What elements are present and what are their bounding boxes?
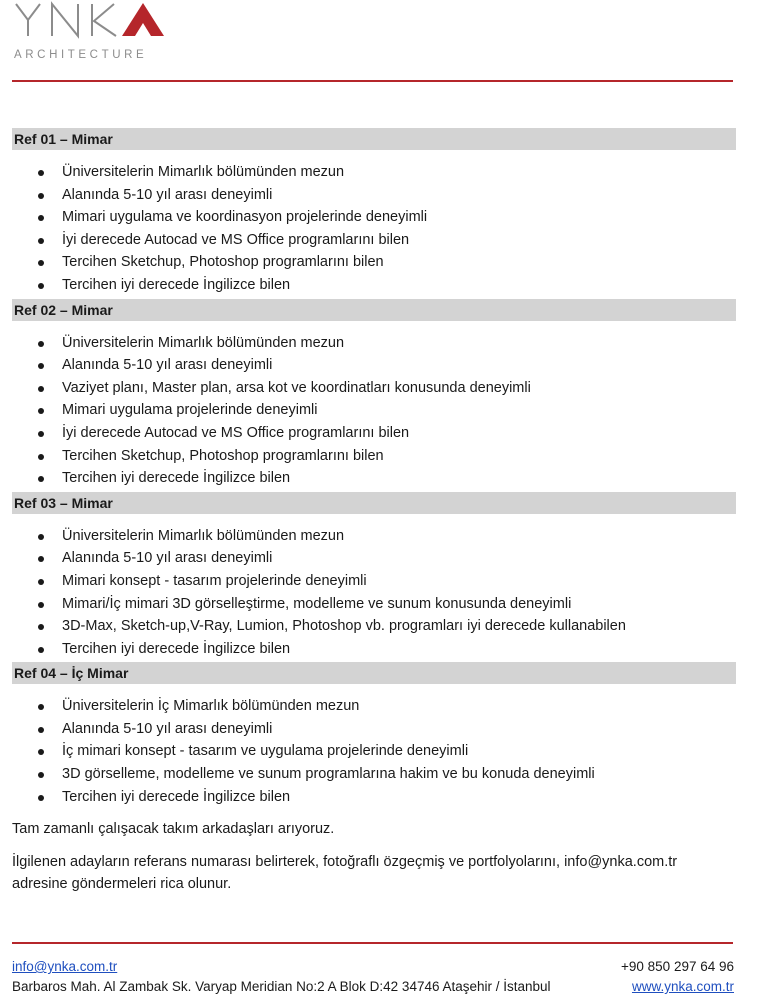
list-item: Üniversitelerin Mimarlık bölümünden mezun (12, 161, 736, 184)
requirements-list (12, 150, 736, 299)
company-logo (14, 0, 170, 62)
section-ref-02 (12, 299, 736, 492)
section-header: Ref 04 – İç Mimar (12, 662, 736, 684)
list-item: Üniversitelerin Mimarlık bölümünden mezun (12, 332, 736, 355)
footer-row-1 (12, 957, 734, 977)
bullet-icon (38, 556, 44, 562)
bullet-icon (38, 260, 44, 266)
list-item: Mimari/İç mimari 3D görselleştirme, modelleme ve sunum konusunda deneyimli (12, 593, 736, 616)
list-item: Tercihen iyi derecede İngilizce bilen (12, 274, 736, 297)
list-item: 3D görselleme, modelleme ve sunum programlarına hakim ve bu konuda deneyimli (12, 763, 736, 786)
job-listing-content (12, 128, 736, 896)
list-item: 3D-Max, Sketch-up,V-Ray, Lumion, Photoshop vb. programları iyi derecede kullanabilen (12, 615, 736, 638)
bullet-icon (38, 238, 44, 244)
header-divider (12, 80, 733, 82)
bullet-icon (38, 727, 44, 733)
logo-subtitle: ARCHITECTURE (14, 49, 148, 61)
logo-letter-n (52, 4, 78, 36)
application-instructions (12, 851, 736, 896)
section-header: Ref 02 – Mimar (12, 299, 736, 321)
section-ref-01 (12, 128, 736, 299)
bullet-icon (38, 749, 44, 755)
requirements-list (12, 321, 736, 492)
list-item: Tercihen iyi derecede İngilizce bilen (12, 786, 736, 809)
list-item: İyi derecede Autocad ve MS Office programlarını bilen (12, 229, 736, 252)
list-item: Alanında 5-10 yıl arası deneyimli (12, 184, 736, 207)
list-item: Vaziyet planı, Master plan, arsa kot ve koordinatları konusunda deneyimli (12, 377, 736, 400)
requirements-list (12, 514, 736, 663)
bullet-icon (38, 341, 44, 347)
bullet-icon (38, 193, 44, 199)
logo-letter-k (92, 4, 116, 36)
bullet-icon (38, 579, 44, 585)
bullet-icon (38, 363, 44, 369)
list-item: İç mimari konsept - tasarım ve uygulama projelerinde deneyimli (12, 740, 736, 763)
bullet-icon (38, 408, 44, 414)
list-item: Tercihen iyi derecede İngilizce bilen (12, 638, 736, 661)
footer-divider (12, 942, 733, 944)
footer-row-2 (12, 977, 734, 997)
bullet-icon (38, 704, 44, 710)
bullet-icon (38, 386, 44, 392)
list-item: İyi derecede Autocad ve MS Office programlarını bilen (12, 422, 736, 445)
bullet-icon (38, 795, 44, 801)
footer-phone: +90 850 297 64 96 (621, 959, 734, 974)
application-instructions-line-2: adresine göndermeleri rica olunur. (12, 876, 232, 893)
list-item: Tercihen Sketchup, Photoshop programlarını bilen (12, 445, 736, 468)
closing-statement: Tam zamanlı çalışacak takım arkadaşları arıyoruz. (12, 821, 335, 838)
list-item: Mimari uygulama ve koordinasyon projelerinde deneyimli (12, 206, 736, 229)
list-item: Mimari konsept - tasarım projelerinde deneyimli (12, 570, 736, 593)
bullet-icon (38, 624, 44, 630)
list-item: Mimari uygulama projelerinde deneyimli (12, 399, 736, 422)
bullet-icon (38, 283, 44, 289)
logo-letter-y (16, 4, 40, 36)
list-item: Tercihen Sketchup, Photoshop programlarını bilen (12, 251, 736, 274)
footer-website-link[interactable]: www.ynka.com.tr (631, 979, 734, 994)
bullet-icon (38, 215, 44, 221)
footer-address: Barbaros Mah. Al Zambak Sk. Varyap Meridian No:2 A Blok D:42 34746 Ataşehir / İstanbul (12, 979, 551, 994)
section-header: Ref 03 – Mimar (12, 492, 736, 514)
section-header: Ref 01 – Mimar (12, 128, 736, 150)
bullet-icon (38, 647, 44, 653)
footer-email-link[interactable]: info@ynka.com.tr (12, 959, 118, 974)
list-item: Alanında 5-10 yıl arası deneyimli (12, 354, 736, 377)
list-item: Üniversitelerin İç Mimarlık bölümünden mezun (12, 695, 736, 718)
list-item: Tercihen iyi derecede İngilizce bilen (12, 467, 736, 490)
requirements-list (12, 684, 736, 810)
bullet-icon (38, 454, 44, 460)
bullet-icon (38, 170, 44, 176)
list-item: Alanında 5-10 yıl arası deneyimli (12, 547, 736, 570)
bullet-icon (38, 476, 44, 482)
bullet-icon (38, 534, 44, 540)
list-item: Alanında 5-10 yıl arası deneyimli (12, 718, 736, 741)
bullet-icon (38, 772, 44, 778)
list-item: Üniversitelerin Mimarlık bölümünden mezun (12, 525, 736, 548)
bullet-icon (38, 431, 44, 437)
section-ref-04 (12, 662, 736, 810)
bullet-icon (38, 602, 44, 608)
section-ref-03 (12, 492, 736, 663)
application-instructions-line-1: İlgilenen adayların referans numarası belirterek, fotoğraflı özgeçmiş ve portfolyolarını, info@ynka.com.tr (12, 853, 678, 870)
